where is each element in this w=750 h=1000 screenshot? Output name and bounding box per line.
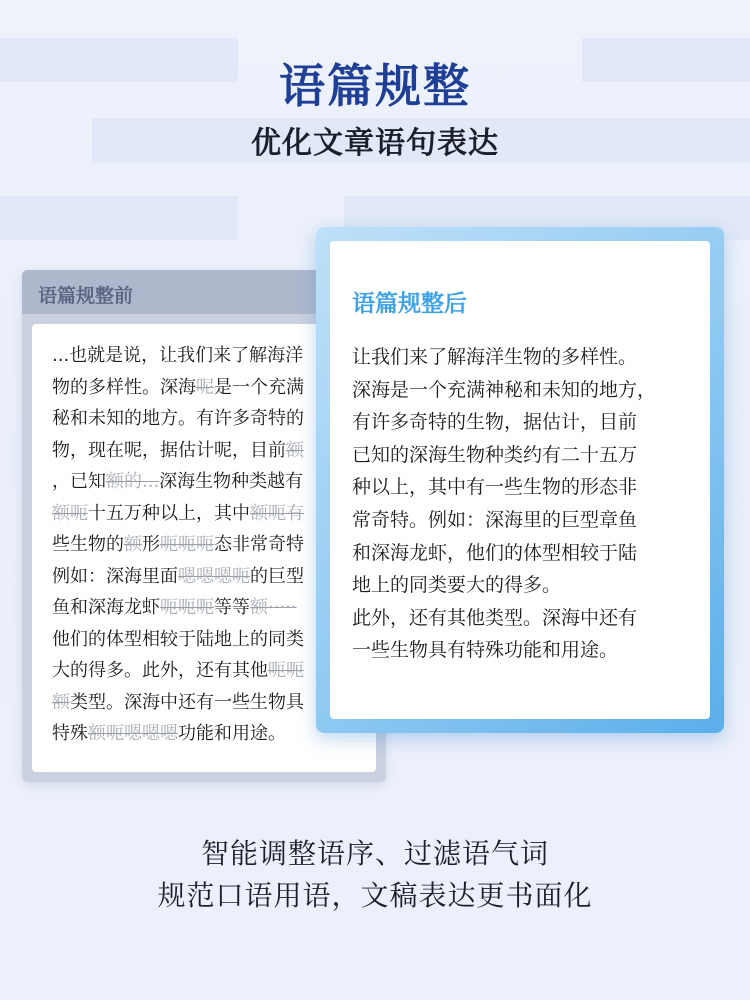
filler-word: 额的... bbox=[106, 471, 160, 492]
after-card-label: 语篇规整后 bbox=[352, 291, 467, 317]
text-segment: 他们的体型相较于陆地上的同类 bbox=[52, 628, 304, 650]
text-segment: 类型。深海中还有一些生物具 bbox=[70, 691, 304, 713]
tagline-line-1: 智能调整语序、过滤语气词 bbox=[200, 837, 549, 870]
text-segment: 物，现在呢，据估计呢，目前 bbox=[52, 439, 286, 461]
before-text-line bbox=[52, 655, 352, 687]
filler-word: 额 bbox=[124, 534, 142, 555]
after-text-line: 有许多奇特的生物，据估计，目前 bbox=[352, 411, 638, 434]
text-segment: 态非常奇特 bbox=[214, 534, 304, 555]
filler-word: 呃呃呃 bbox=[160, 597, 214, 618]
before-text-line bbox=[52, 403, 352, 435]
after-text bbox=[352, 341, 702, 667]
text-segment: 深海生物种类越有 bbox=[159, 471, 304, 492]
text-segment: 形 bbox=[142, 534, 160, 555]
text-segment: ，已知 bbox=[52, 471, 106, 492]
after-text-line: 让我们来了解海洋生物的多样性。 bbox=[352, 346, 638, 368]
filler-word: 额 bbox=[52, 691, 70, 713]
filler-word: 额 bbox=[286, 439, 304, 461]
before-text-line bbox=[52, 340, 352, 372]
filler-word: 呃呃 bbox=[268, 660, 304, 681]
before-text-line bbox=[52, 372, 352, 404]
tagline-line-2: 规范口语用语，文稿表达更书面化 bbox=[157, 879, 593, 912]
text-segment: 功能和用途。 bbox=[178, 723, 286, 744]
filler-word: 额呃嗯嗯嗯 bbox=[88, 723, 178, 744]
text-segment: 物的多样性。深海 bbox=[52, 376, 196, 398]
filler-word: 额呃 bbox=[52, 502, 88, 524]
before-text-line bbox=[52, 592, 352, 624]
filler-word: 额····· bbox=[250, 597, 297, 618]
text-segment: ...也就是说，让我们来了解海洋 bbox=[52, 345, 304, 366]
page-subtitle: 优化文章语句表达 bbox=[251, 126, 499, 161]
filler-word: 呃呃呃 bbox=[160, 534, 214, 555]
text-segment: 是一个充满 bbox=[214, 376, 304, 398]
after-text-line: 深海是一个充满神秘和未知的地方， bbox=[352, 378, 657, 401]
text-segment: 十五万种以上，其中 bbox=[88, 502, 250, 524]
before-text-line bbox=[52, 529, 352, 561]
after-text-line: 地上的同类要大的得多。 bbox=[352, 574, 562, 597]
filler-word: 嗯嗯嗯呃 bbox=[178, 565, 250, 587]
after-text-line: 常奇特。例如：深海里的巨型章鱼 bbox=[352, 508, 638, 531]
after-text-line: 和深海龙虾，他们的体型相较于陆 bbox=[352, 541, 638, 564]
text-segment: 例如：深海里面 bbox=[52, 565, 178, 587]
before-text-line bbox=[52, 561, 352, 593]
before-text-line bbox=[52, 435, 352, 467]
before-text bbox=[52, 340, 352, 750]
background-band bbox=[0, 196, 238, 240]
filler-word: 呢 bbox=[196, 376, 214, 398]
after-card bbox=[316, 227, 724, 733]
after-text-line: 种以上，其中有一些生物的形态非 bbox=[352, 476, 638, 499]
before-text-line bbox=[52, 718, 352, 750]
text-segment: 鱼和深海龙虾 bbox=[52, 597, 160, 618]
before-text-line bbox=[52, 466, 352, 498]
before-text-line bbox=[52, 624, 352, 656]
before-text-line bbox=[52, 498, 352, 530]
text-segment: 些生物的 bbox=[52, 534, 124, 555]
before-card-label: 语篇规整前 bbox=[38, 285, 134, 307]
after-text-line: 一些生物具有特殊功能和用途。 bbox=[352, 639, 619, 662]
after-text-line: 已知的深海生物种类约有二十五万 bbox=[352, 443, 638, 466]
after-card-body bbox=[330, 241, 710, 719]
text-segment: 等等 bbox=[214, 597, 250, 618]
after-text-line: 此外，还有其他类型。深海中还有 bbox=[352, 606, 638, 629]
text-segment: 的巨型 bbox=[250, 565, 304, 587]
text-segment: 秘和未知的地方。有许多奇特的 bbox=[52, 408, 304, 429]
text-segment: 特殊 bbox=[52, 723, 88, 744]
before-text-line bbox=[52, 687, 352, 719]
page-title: 语篇规整 bbox=[279, 59, 471, 113]
text-segment: 大的得多。此外，还有其他 bbox=[52, 660, 268, 681]
filler-word: 额呃有 bbox=[250, 502, 304, 524]
